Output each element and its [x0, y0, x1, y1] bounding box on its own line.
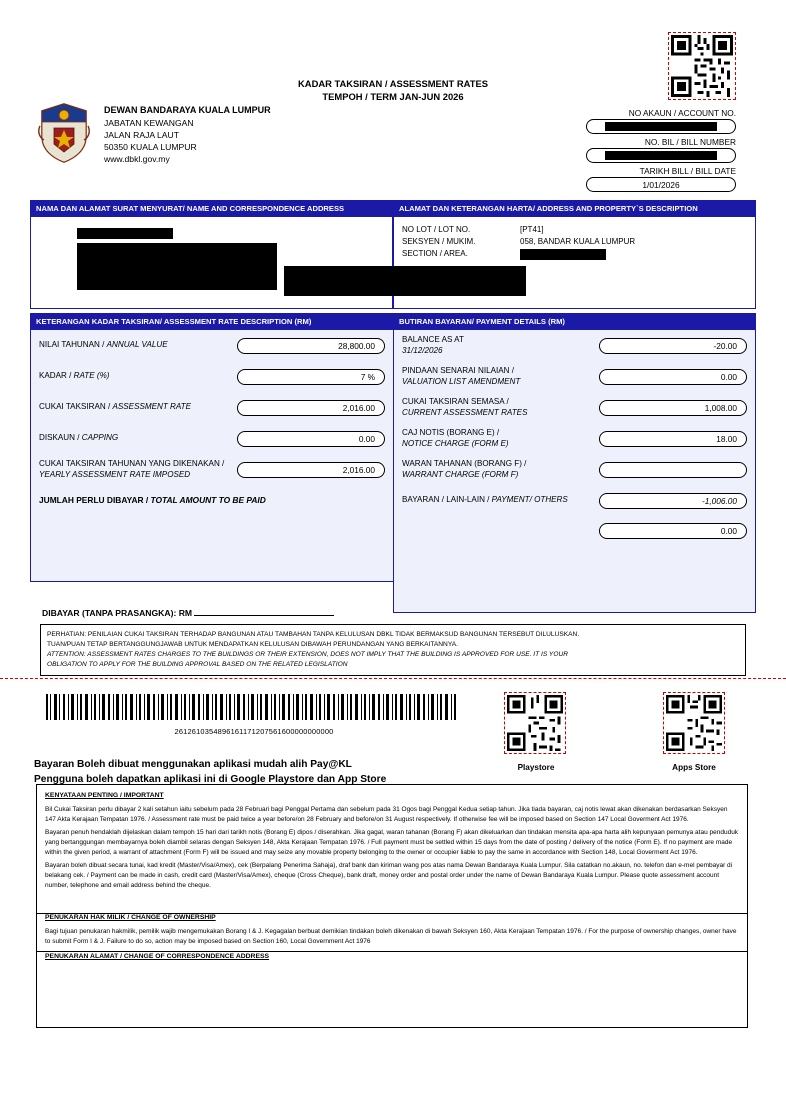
row-label-ms: WARAN TAHANAN (BORANG F) /	[402, 458, 527, 468]
section-area-label: SECTION / AREA.	[402, 249, 468, 258]
capping-field: 0.00	[237, 431, 385, 447]
row-label-en: YEARLY ASSESSMENT RATE IMPOSED	[39, 469, 191, 479]
spacer	[394, 568, 755, 612]
barcode-number: 2612610354896161171207561600000000000	[174, 727, 334, 736]
redacted-address	[77, 243, 277, 290]
qr-code-icon	[507, 695, 563, 751]
row-label-ms: CUKAI TAKSIRAN SEMASA /	[402, 396, 509, 406]
promo-line-2: Pengguna boleh dapatkan aplikasi ini di Google Playstore dan App Store	[34, 773, 387, 785]
organisation-name: DEWAN BANDARAYA KUALA LUMPUR	[104, 105, 271, 115]
total-amount-field: 0.00	[599, 523, 747, 539]
row-label-ms: BAYARAN / LAIN-LAIN /	[402, 495, 490, 505]
note-line-3: ATTENTION: ASSESSMENT RATES CHARGES TO THE BUILDINGS OR THEIR EXTENSION, DOES NOT IMPLY THAT THE BUILDING IS APPROVED FOR USE. IT IS YOUR	[47, 650, 568, 658]
payment-others-field: -1,006.00	[599, 493, 747, 509]
appstore-label: Apps Store	[672, 763, 716, 772]
table-row	[394, 454, 755, 485]
account-no-value	[586, 119, 736, 134]
table-row	[394, 330, 755, 361]
title-line-2: TEMPOH / TERM JAN-JUN 2026	[322, 90, 464, 102]
paid-without-prejudice-line	[42, 608, 334, 618]
row-label	[39, 459, 237, 481]
playstore-label: Playstore	[517, 763, 555, 772]
paid-label: DIBAYAR (TANPA PRASANGKA): RM	[42, 608, 193, 618]
table-row	[31, 361, 393, 392]
playstore-qr-code	[504, 692, 566, 754]
notice-charge-field: 18.00	[599, 431, 747, 447]
assessment-description-header: KETERANGAN KADAR TAKSIRAN/ ASSESSMENT RATE DESCRIPTION (RM)	[30, 313, 393, 330]
change-of-ownership-title: PENUKARAN HAK MILIK / CHANGE OF OWNERSHIP	[45, 914, 216, 921]
total-label	[39, 495, 385, 505]
row-label	[402, 459, 599, 481]
bill-date-value: 1/01/2026	[586, 177, 736, 192]
row-label	[402, 335, 599, 357]
important-paragraph-3: Bayaran boleh dibuat secara tunai, kad kredit (Master/Visa/Amex), cek (Berpalang Penerima Sahaja), draf bank dan kiriman wang pos atas nama Dewan Bandaraya Kuala Lumpur. Sila catatkan no.akaun, no. telefon dan e-mel pembayar di belakang cek. / Payment can be made in cash, credit card (Master/Visa/Amex), cheque (Cross Cheque), bank draft, money order and postal order under the name of Dewan Bandaraya Kuala Lumpur. Please quote assessment account number, telephone and email address behind the cheque.	[45, 861, 733, 889]
row-label-en: VALUATION LIST AMENDMENT	[402, 376, 521, 386]
note-line-4: OBLIGATION TO APPLY FOR THE BUILDING APPROVAL BASED ON THE RELATED LEGISLATION	[47, 660, 348, 668]
table-row	[394, 361, 755, 392]
spacer	[31, 537, 393, 581]
table-row	[31, 392, 393, 423]
row-label-en: PAYMENT/ OTHERS	[491, 495, 568, 505]
important-notes-box	[36, 784, 748, 914]
row-label-ms: NILAI TAHUNAN /	[39, 340, 105, 350]
qr-code-icon	[671, 35, 733, 97]
organisation-address	[104, 104, 271, 166]
bill-qr-code	[668, 32, 736, 100]
assessment-rate-field: 2,016.00	[237, 400, 385, 416]
spacer	[31, 515, 393, 537]
row-label-en: RATE (%)	[73, 371, 110, 381]
barcode-block	[44, 694, 464, 736]
assessment-rows	[30, 330, 393, 582]
account-details	[516, 108, 736, 195]
appstore-qr-code	[663, 692, 725, 754]
row-label	[39, 402, 237, 413]
total-label-en: TOTAL AMOUNT TO BE PAID	[150, 495, 266, 505]
payment-details-header: BUTIRAN BAYARAN/ PAYMENT DETAILS (RM)	[393, 313, 756, 330]
barcode-icon	[44, 694, 458, 720]
redacted-section-area	[520, 249, 606, 260]
change-of-ownership-box	[36, 908, 748, 952]
table-row	[394, 423, 755, 454]
balance-as-at-field: -20.00	[599, 338, 747, 354]
row-label	[402, 397, 599, 419]
qr-code-icon	[666, 695, 722, 751]
tear-off-divider	[0, 678, 786, 679]
table-row	[394, 485, 755, 516]
total-row	[31, 485, 393, 515]
bill-no-value	[586, 148, 736, 163]
change-of-address-box	[36, 948, 748, 1028]
property-description-body	[393, 217, 756, 309]
row-label-ms: PINDAAN SENARAI NILAIAN /	[402, 365, 514, 375]
organisation-city: 50350 KUALA LUMPUR	[104, 142, 197, 153]
attention-note	[40, 624, 746, 676]
change-of-address-title: PENUKARAN ALAMAT / CHANGE OF CORRESPONDENCE ADDRESS	[45, 953, 270, 960]
address-section	[30, 200, 756, 309]
details-section	[30, 313, 756, 613]
rate-percent-field: 7 %	[237, 369, 385, 385]
note-line-2: TUAN/PUAN TETAP BERTANGGUNGJAWAB UNTUK MENDAPATKAN KELULUSAN DIBAWAH PERUNDANGAN YANG BERKAITANNYA.	[47, 640, 458, 648]
paid-amount-blank	[194, 615, 334, 616]
property-description-block	[393, 200, 756, 309]
bill-no-label: NO. BIL / BILL NUMBER	[644, 137, 736, 147]
organisation-website: www.dbkl.gov.my	[104, 154, 170, 165]
yearly-assessment-field: 2,016.00	[237, 462, 385, 478]
row-label-en: ANNUAL VALUE	[106, 340, 168, 350]
redacted-account-no	[605, 122, 717, 131]
annual-value-field: 28,800.00	[237, 338, 385, 354]
organisation-department: JABATAN KEWANGAN	[104, 117, 194, 128]
mukim-value: 058, BANDAR KUALA LUMPUR	[520, 237, 636, 246]
row-label-en: CURRENT ASSESSMENT RATES	[402, 407, 528, 417]
row-label	[402, 428, 599, 450]
row-label-en: CAPPING	[81, 433, 119, 443]
row-label-en: NOTICE CHARGE (FORM E)	[402, 438, 509, 448]
total-row-value	[394, 516, 755, 546]
dbkl-crest-logo	[38, 102, 90, 164]
row-label-ms: CUKAI TAKSIRAN TAHUNAN YANG DIKENAKAN /	[39, 458, 225, 468]
row-label-ms: KADAR /	[39, 371, 72, 381]
row-label-ms: DISKAUN /	[39, 433, 80, 443]
payment-details-block	[393, 313, 756, 613]
row-label-ms: BALANCE AS AT	[402, 334, 464, 344]
table-row	[31, 423, 393, 454]
lot-no-value: [PT41]	[520, 225, 544, 234]
row-label-ms: CAJ NOTIS (BORANG E) /	[402, 427, 500, 437]
assessment-description-block	[30, 313, 393, 613]
spacer	[394, 546, 755, 568]
important-paragraph-2: Bayaran penuh hendaklah dijelaskan dalam tempoh 15 hari dari tarikh notis (Borang E) dipos / diserahkan. Jika gagal, waran tahanan (Borang F) akan dikeluarkan dan tindakan mensita apa-apa harta alih kepunyaan pemunya atau penduduk yang bertanggungan membayarnya boleh diambil selaras dengan Seksyen 148, Akta Kerajaan Tempatan 1976. / Full payment must be settled within 15 days from the date of posting / delivery of the notice (Form E). If no payment are made within the given period, a warrant of attachment (Form F) will be issued and may seize any movable property belonging to the owner or occupier liable to pay the same in accordance with Section 148, Local Goverment Act 1976.	[45, 828, 739, 856]
lot-no-label: NO LOT / LOT NO.	[402, 225, 471, 234]
row-label	[39, 371, 237, 382]
redacted-bill-no	[605, 151, 717, 160]
valuation-list-amendment-field: 0.00	[599, 369, 747, 385]
row-label	[402, 495, 599, 506]
payment-rows	[393, 330, 756, 613]
property-labels	[402, 224, 520, 260]
row-label-en: WARRANT CHARGE (FORM F)	[402, 469, 519, 479]
table-row	[31, 330, 393, 361]
important-paragraph-1: Bil Cukai Taksiran perlu dibayar 2 kali setahun iaitu sebelum pada 28 Februari bagi Penggal Pertama dan sebelum pada 31 Ogos bagi Penggal Kedua setiap tahun. Jika tiada bayaran, caj notis lewat akan dikenakan berdasarkan Seksyen 147 Akta Kerajaan Tempatan 1976. / Assessment rate must be paid twice a year before/on 28 February and before/on 31 August respectively. If otherwise fee will be imposed based on Section 147 Local Goverment Act 1976.	[45, 805, 728, 823]
property-description-header: ALAMAT DAN KETERANGAN HARTA/ ADDRESS AND PROPERTY`S DESCRIPTION	[393, 200, 756, 217]
current-assessment-rates-field: 1,008.00	[599, 400, 747, 416]
row-label	[402, 366, 599, 388]
row-label	[39, 433, 237, 444]
note-line-1: PERHATIAN: PENILAIAN CUKAI TAKSIRAN TERHADAP BANGUNAN ATAU TAMBAHAN TANPA KELULUSAN DBKL TIDAK BERMAKSUD BANGUNAN TERSEBUT DILULUSKAN.	[47, 631, 580, 638]
row-label-en: ASSESSMENT RATE	[112, 402, 192, 412]
important-notes-title: KENYATAAN PENTING / IMPORTANT	[45, 792, 164, 799]
account-no-label: NO AKAUN / ACCOUNT NO.	[628, 108, 736, 118]
table-row	[31, 454, 393, 485]
row-label-ms: CUKAI TAKSIRAN /	[39, 402, 111, 412]
property-values	[520, 224, 747, 260]
redacted-name	[77, 228, 173, 239]
property-detail-grid	[402, 224, 747, 260]
table-row	[394, 392, 755, 423]
row-label	[39, 340, 237, 351]
title-line-1: KADAR TAKSIRAN / ASSESSMENT RATES	[298, 78, 488, 89]
correspondence-address-header: NAMA DAN ALAMAT SURAT MENYURAT/ NAME AND CORRESPONDENCE ADDRESS	[30, 200, 393, 217]
mukim-label: SEKSYEN / MUKIM.	[402, 237, 476, 246]
row-label-en: 31/12/2026	[402, 345, 443, 355]
organisation-street: JALAN RAJA LAUT	[104, 129, 179, 140]
total-label-ms: JUMLAH PERLU DIBAYAR /	[39, 495, 149, 505]
redacted-property-address	[284, 266, 526, 296]
warrant-charge-field	[599, 462, 747, 478]
change-of-ownership-text: Bagi tujuan penukaran hakmilik, pemilik wajib mengemukakan Borang I & J. Kegagalan berbuat demikian tindakan boleh dikenakan di bawah Seksyen 160, Akta Kerajaan Tempatan 1976. / For the purpose of ownership changes, owner have to submit Form I & J. Failure to do so, action may be imposed based on Section 160, Local Government Act 1976	[45, 927, 737, 945]
promo-line-1: Bayaran Boleh dibuat menggunakan aplikasi mudah alih Pay@KL	[34, 759, 352, 770]
bill-date-label: TARIKH BILL / BILL DATE	[639, 166, 736, 176]
